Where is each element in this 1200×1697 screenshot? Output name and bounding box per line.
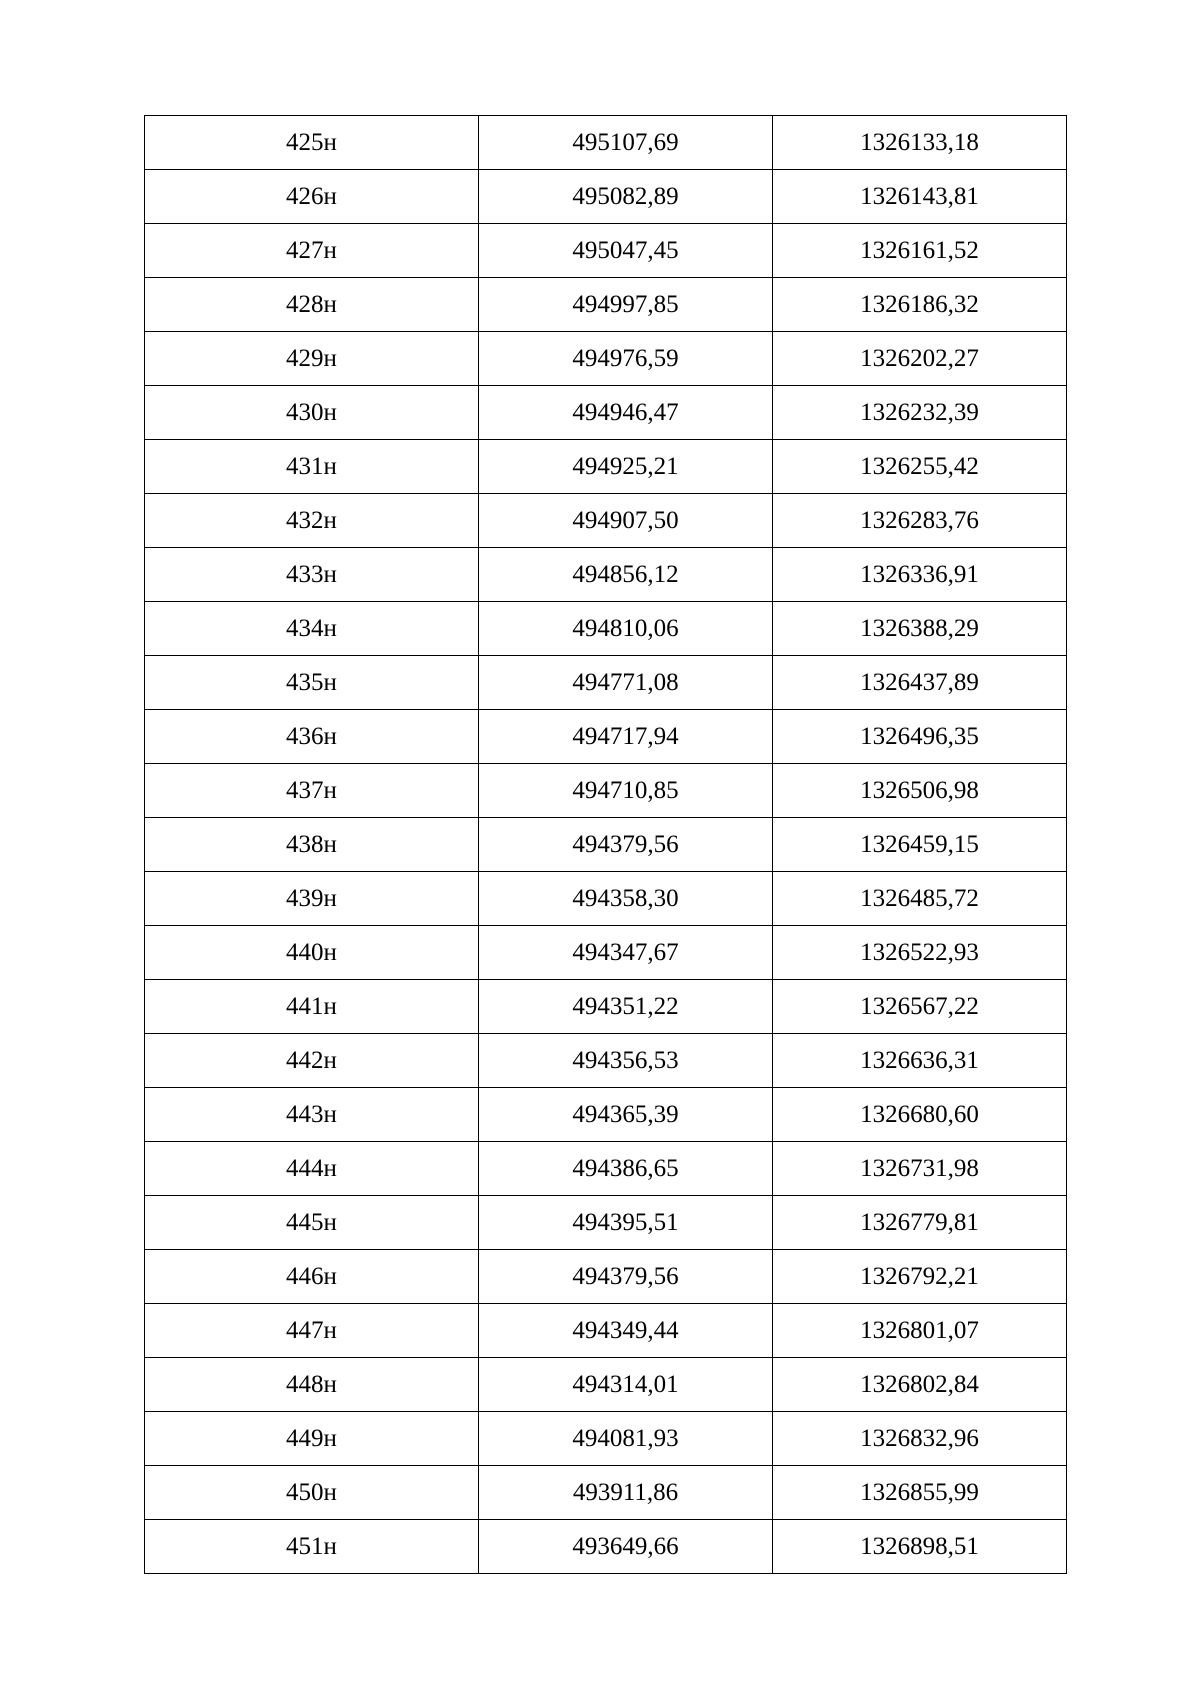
- point-number-cell: 446н: [145, 1250, 479, 1304]
- table-row: [145, 1304, 1067, 1358]
- y-coordinate-cell: 1326283,76: [773, 494, 1067, 548]
- table-row: [145, 1466, 1067, 1520]
- x-coordinate-cell: 494356,53: [479, 1034, 773, 1088]
- y-coordinate-cell: 1326522,93: [773, 926, 1067, 980]
- table-row: [145, 980, 1067, 1034]
- x-coordinate-cell: 494810,06: [479, 602, 773, 656]
- point-number-cell: 443н: [145, 1088, 479, 1142]
- x-coordinate-cell: 494997,85: [479, 278, 773, 332]
- x-coordinate-cell: 494081,93: [479, 1412, 773, 1466]
- y-coordinate-cell: 1326186,32: [773, 278, 1067, 332]
- table-row: [145, 1250, 1067, 1304]
- table-row: [145, 1196, 1067, 1250]
- point-number-cell: 444н: [145, 1142, 479, 1196]
- table-row: [145, 116, 1067, 170]
- table-row: [145, 386, 1067, 440]
- table-row: [145, 170, 1067, 224]
- y-coordinate-cell: 1326898,51: [773, 1520, 1067, 1574]
- point-number-cell: 425н: [145, 116, 479, 170]
- y-coordinate-cell: 1326336,91: [773, 548, 1067, 602]
- table-row: [145, 926, 1067, 980]
- point-number-cell: 449н: [145, 1412, 479, 1466]
- point-number-cell: 428н: [145, 278, 479, 332]
- x-coordinate-cell: 494710,85: [479, 764, 773, 818]
- point-number-cell: 451н: [145, 1520, 479, 1574]
- point-number-cell: 434н: [145, 602, 479, 656]
- y-coordinate-cell: 1326202,27: [773, 332, 1067, 386]
- table-row: [145, 710, 1067, 764]
- point-number-cell: 431н: [145, 440, 479, 494]
- table-row: [145, 602, 1067, 656]
- coordinates-table: [144, 115, 1067, 1574]
- x-coordinate-cell: 494349,44: [479, 1304, 773, 1358]
- point-number-cell: 435н: [145, 656, 479, 710]
- point-number-cell: 441н: [145, 980, 479, 1034]
- x-coordinate-cell: 495082,89: [479, 170, 773, 224]
- y-coordinate-cell: 1326832,96: [773, 1412, 1067, 1466]
- point-number-cell: 438н: [145, 818, 479, 872]
- x-coordinate-cell: 494314,01: [479, 1358, 773, 1412]
- y-coordinate-cell: 1326779,81: [773, 1196, 1067, 1250]
- point-number-cell: 433н: [145, 548, 479, 602]
- y-coordinate-cell: 1326731,98: [773, 1142, 1067, 1196]
- table-row: [145, 332, 1067, 386]
- x-coordinate-cell: 494358,30: [479, 872, 773, 926]
- table-row: [145, 1088, 1067, 1142]
- y-coordinate-cell: 1326161,52: [773, 224, 1067, 278]
- point-number-cell: 447н: [145, 1304, 479, 1358]
- table-row: [145, 764, 1067, 818]
- x-coordinate-cell: 494907,50: [479, 494, 773, 548]
- y-coordinate-cell: 1326133,18: [773, 116, 1067, 170]
- y-coordinate-cell: 1326143,81: [773, 170, 1067, 224]
- point-number-cell: 439н: [145, 872, 479, 926]
- point-number-cell: 445н: [145, 1196, 479, 1250]
- x-coordinate-cell: 494395,51: [479, 1196, 773, 1250]
- table-row: [145, 1520, 1067, 1574]
- y-coordinate-cell: 1326506,98: [773, 764, 1067, 818]
- point-number-cell: 432н: [145, 494, 479, 548]
- point-number-cell: 426н: [145, 170, 479, 224]
- x-coordinate-cell: 495107,69: [479, 116, 773, 170]
- y-coordinate-cell: 1326496,35: [773, 710, 1067, 764]
- y-coordinate-cell: 1326437,89: [773, 656, 1067, 710]
- y-coordinate-cell: 1326680,60: [773, 1088, 1067, 1142]
- x-coordinate-cell: 494925,21: [479, 440, 773, 494]
- y-coordinate-cell: 1326802,84: [773, 1358, 1067, 1412]
- x-coordinate-cell: 494717,94: [479, 710, 773, 764]
- table-row: [145, 656, 1067, 710]
- table-row: [145, 1412, 1067, 1466]
- table-row: [145, 440, 1067, 494]
- x-coordinate-cell: 494347,67: [479, 926, 773, 980]
- x-coordinate-cell: 494379,56: [479, 818, 773, 872]
- x-coordinate-cell: 494351,22: [479, 980, 773, 1034]
- x-coordinate-cell: 494365,39: [479, 1088, 773, 1142]
- x-coordinate-cell: 494379,56: [479, 1250, 773, 1304]
- table-row: [145, 548, 1067, 602]
- x-coordinate-cell: 494386,65: [479, 1142, 773, 1196]
- y-coordinate-cell: 1326255,42: [773, 440, 1067, 494]
- point-number-cell: 442н: [145, 1034, 479, 1088]
- point-number-cell: 450н: [145, 1466, 479, 1520]
- point-number-cell: 429н: [145, 332, 479, 386]
- x-coordinate-cell: 494856,12: [479, 548, 773, 602]
- point-number-cell: 448н: [145, 1358, 479, 1412]
- y-coordinate-cell: 1326485,72: [773, 872, 1067, 926]
- x-coordinate-cell: 494771,08: [479, 656, 773, 710]
- x-coordinate-cell: 493649,66: [479, 1520, 773, 1574]
- table-row: [145, 1142, 1067, 1196]
- y-coordinate-cell: 1326459,15: [773, 818, 1067, 872]
- y-coordinate-cell: 1326636,31: [773, 1034, 1067, 1088]
- table-row: [145, 278, 1067, 332]
- y-coordinate-cell: 1326792,21: [773, 1250, 1067, 1304]
- point-number-cell: 436н: [145, 710, 479, 764]
- y-coordinate-cell: 1326232,39: [773, 386, 1067, 440]
- table-row: [145, 872, 1067, 926]
- x-coordinate-cell: 493911,86: [479, 1466, 773, 1520]
- table-row: [145, 818, 1067, 872]
- y-coordinate-cell: 1326801,07: [773, 1304, 1067, 1358]
- point-number-cell: 430н: [145, 386, 479, 440]
- table-row: [145, 494, 1067, 548]
- point-number-cell: 427н: [145, 224, 479, 278]
- table-row: [145, 224, 1067, 278]
- x-coordinate-cell: 495047,45: [479, 224, 773, 278]
- x-coordinate-cell: 494946,47: [479, 386, 773, 440]
- y-coordinate-cell: 1326388,29: [773, 602, 1067, 656]
- table-row: [145, 1358, 1067, 1412]
- point-number-cell: 437н: [145, 764, 479, 818]
- y-coordinate-cell: 1326855,99: [773, 1466, 1067, 1520]
- point-number-cell: 440н: [145, 926, 479, 980]
- coordinates-table-body: [145, 116, 1067, 1574]
- table-row: [145, 1034, 1067, 1088]
- x-coordinate-cell: 494976,59: [479, 332, 773, 386]
- y-coordinate-cell: 1326567,22: [773, 980, 1067, 1034]
